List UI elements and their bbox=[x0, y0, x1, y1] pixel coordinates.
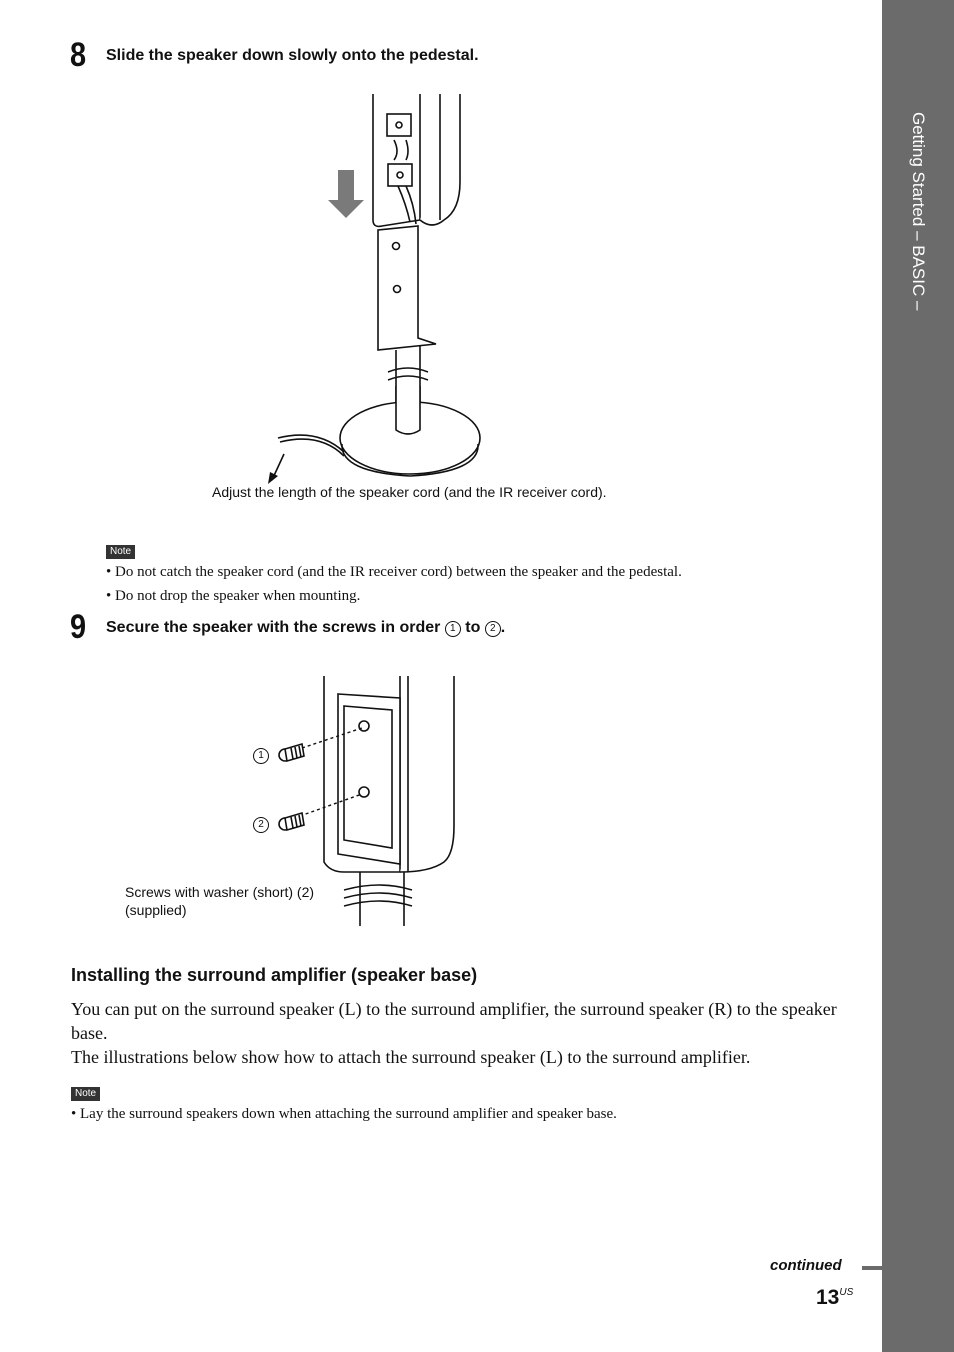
step-marker: 2 bbox=[485, 621, 501, 637]
step-8-illustration bbox=[260, 92, 500, 492]
step-9-caption-line1: Screws with washer (short) (2) bbox=[125, 884, 315, 900]
note-badge: Note bbox=[71, 1087, 100, 1101]
body-paragraph: The illustrations below show how to attach the surround speaker (L) to the surround amplifier. bbox=[71, 1047, 751, 1067]
screw-marker-2: 2 bbox=[253, 815, 269, 833]
step-8-number: 8 bbox=[70, 36, 87, 74]
step-8-caption: Adjust the length of the speaker cord (and the IR receiver cord). bbox=[212, 484, 607, 500]
continued-label: continued bbox=[770, 1257, 842, 1274]
note-item: • Do not catch the speaker cord (and the IR receiver cord) between the speaker and the pedestal. bbox=[106, 564, 682, 580]
step-marker: 1 bbox=[445, 621, 461, 637]
note-badge: Note bbox=[106, 545, 135, 559]
side-tab-label: Getting Started – BASIC – bbox=[909, 112, 928, 311]
step-9-caption-line2: (supplied) bbox=[125, 902, 187, 918]
step-9-instruction: Secure the speaker with the screws in order 1 to 2 . bbox=[106, 619, 506, 636]
page-number: $13^{US}$ bbox=[816, 1286, 854, 1309]
body-paragraph: You can put on the surround speaker (L) to the surround amplifier, the surround speaker (R) to the speaker base. bbox=[71, 999, 837, 1043]
continued-bar bbox=[862, 1266, 882, 1270]
step-8-instruction: Slide the speaker down slowly onto the pedestal. bbox=[106, 47, 479, 64]
section-heading: Installing the surround amplifier (speaker base) bbox=[71, 965, 478, 985]
note-item: • Do not drop the speaker when mounting. bbox=[106, 588, 361, 604]
screw-marker-1: 1 bbox=[253, 746, 269, 764]
note-item: • Lay the surround speakers down when attaching the surround amplifier and speaker base. bbox=[71, 1106, 617, 1122]
step-9-number: 9 bbox=[70, 608, 87, 646]
